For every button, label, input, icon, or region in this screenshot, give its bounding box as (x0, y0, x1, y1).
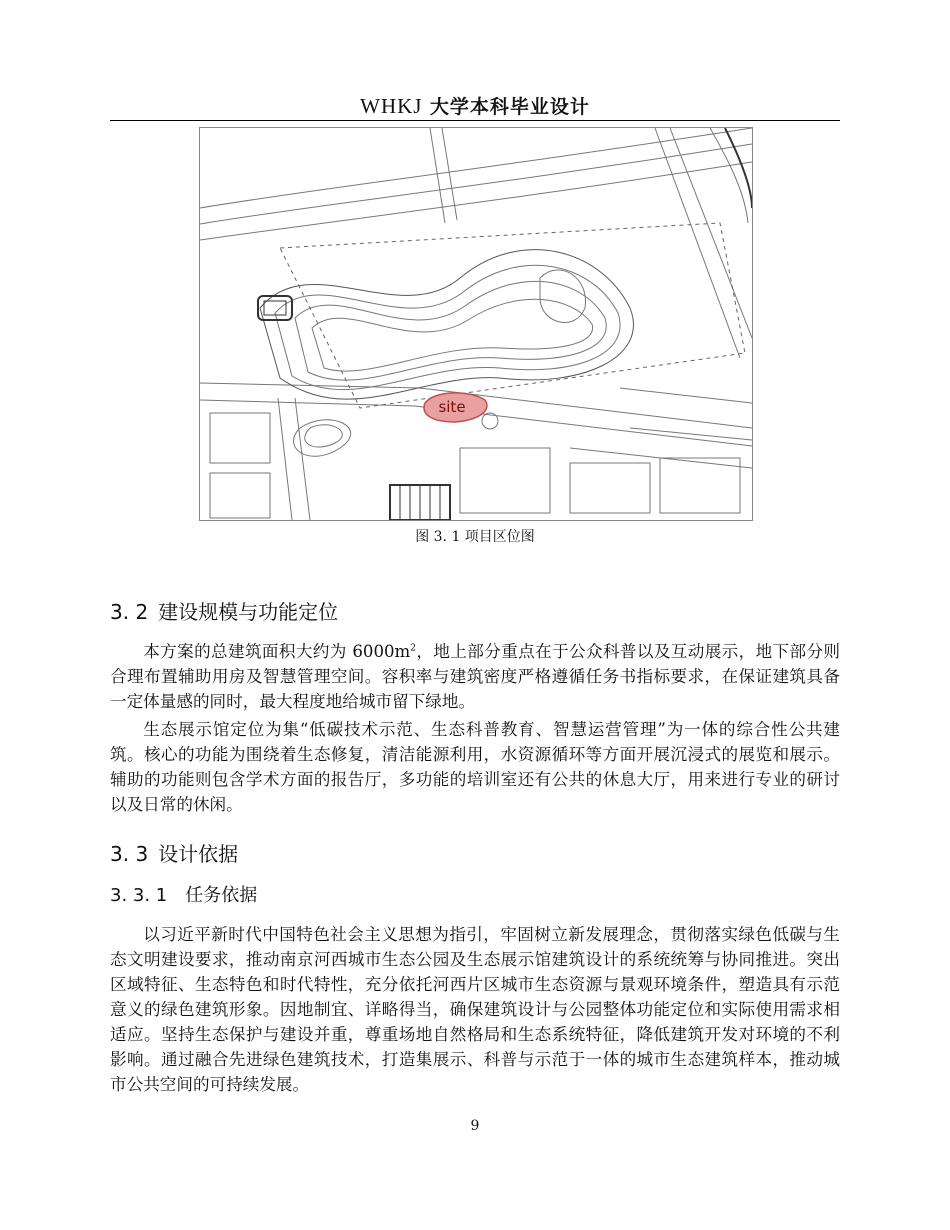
header-title-cjk: 大学本科毕业设计 (429, 96, 590, 118)
paragraph-task-basis: 以习近平新时代中国特色社会主义思想为指引，牢固树立新发展理念，贯彻落实绿色低碳与生态文明建设要求，推动南京河西城市生态公园及生态展示馆建筑设计的系统统筹与协同推进。突出区域特征、生态特色和时代特性，充分依托河西片区城市生态资源与景观环境条件，塑造具有示范意义的绿色建筑形象。因地制宜、详略得当，确保建筑设计与公园整体功能定位和实际使用需求相适应。坚持生态保护与建设并重，尊重场地自然格局和生态系统特征，降低建筑开发对环境的不利影响。通过融合先进绿色建筑技术，打造集展示、科普与示范于一体的城市生态建筑样本，推动城市公共空间的可持续发展。 (110, 925, 840, 1094)
site-marker (424, 393, 487, 422)
site-label: site (438, 398, 466, 416)
paragraph-scale-a: 本方案的总建筑面积大约为 6000m (143, 642, 411, 661)
paragraph-positioning: 生态展示馆定位为集“低碳技术示范、生态科普教育、智慧运营管理”为一体的综合性公共建筑。核心的功能为围绕着生态修复，清洁能源利用，水资源循环等方面开展沉浸式的展览和展示。辅助的功能则包含学术方面的报告厅，多功能的培训室还有公共的休息大厅，用来进行专业的研讨以及日常的休闲。 (110, 720, 840, 814)
figure-caption: 图 3. 1 项目区位图 (415, 529, 535, 545)
page-header (110, 92, 840, 119)
header-title-latin: WHKJ (360, 94, 423, 118)
heading-3-3-title: 设计依据 (158, 842, 239, 866)
heading-3-3-1-number: 3. 3. 1 (110, 885, 168, 906)
area-unit-superscript: 2 (410, 643, 417, 654)
heading-3-3-1-title: 任务依据 (185, 885, 258, 906)
heading-3-3 (110, 838, 238, 867)
page-number: 9 (470, 1118, 480, 1134)
heading-3-2-title: 建设规模与功能定位 (158, 600, 339, 624)
heading-3-2-number: 3. 2 (110, 600, 149, 624)
paragraph-scale (110, 639, 840, 714)
site-location-map (199, 127, 753, 521)
paragraph-scale-b: ，地上部分重点在于公众科普以及互动展示，地下部分则合理布置辅助用房及智慧管理空间。容积率与建筑密度严格遵循任务书指标要求，在保证建筑具备一定体量感的同时，最大程度地给城市留下绿地。 (110, 642, 840, 711)
heading-3-3-1 (110, 881, 257, 907)
heading-3-3-number: 3. 3 (110, 842, 149, 866)
heading-3-2 (110, 596, 338, 625)
site-plan-drawing (200, 128, 752, 520)
header-rule (110, 120, 840, 121)
